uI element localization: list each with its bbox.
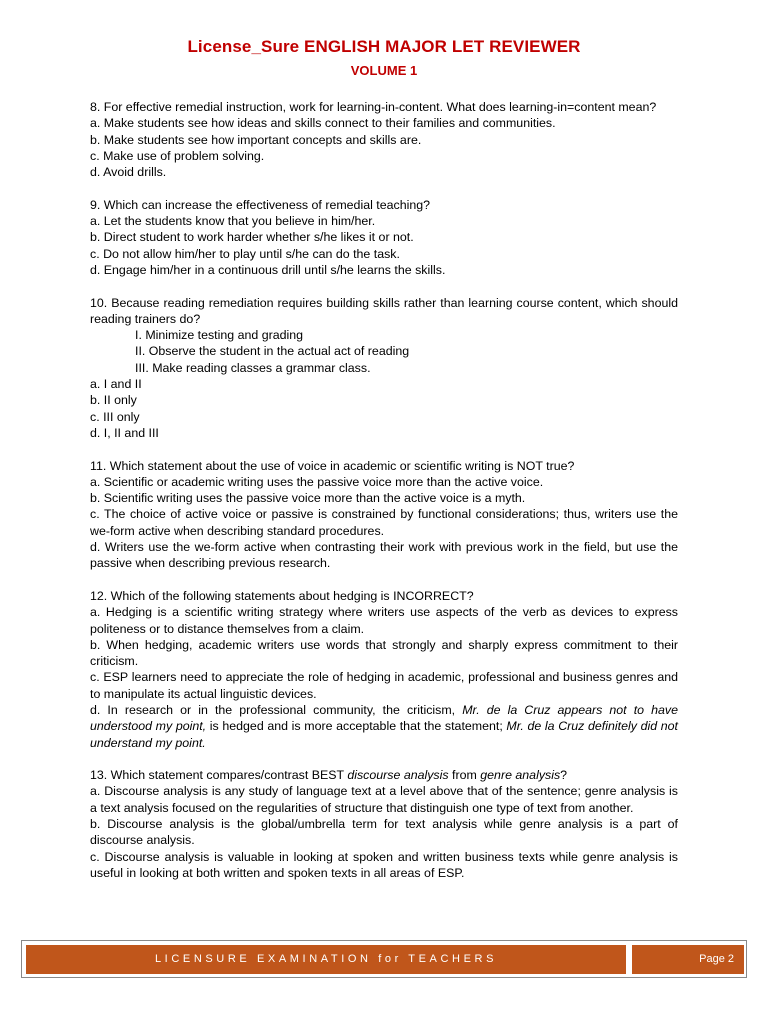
footer-label: LICENSURE EXAMINATION for TEACHERS [26, 945, 626, 974]
page-footer [21, 940, 747, 978]
choice-c: c. III only [90, 409, 140, 424]
choice-b: b. Make students see how important concepts and skills are. [90, 132, 422, 147]
choice-d-quote-2: Mr. de la Cruz definitely did not understand my point. [90, 719, 678, 750]
term-genre-analysis: genre analysis [480, 768, 561, 783]
question-text: 12. Which of the following statements about hedging is INCORRECT? [90, 588, 474, 603]
choice-a: a. I and II [90, 377, 142, 392]
question-text-part-1: 13. Which statement compares/contrast BEST [90, 768, 348, 783]
question-text: 11. Which statement about the use of voice in academic or scientific writing is NOT true? [90, 458, 575, 473]
term-discourse-analysis: discourse analysis [347, 768, 449, 783]
page-content [90, 99, 678, 898]
question-10 [90, 295, 678, 442]
question-text [90, 767, 678, 783]
document-subtitle: VOLUME 1 [350, 63, 418, 78]
choice-d-text: d. In research or in the professional community, the criticism, [90, 702, 463, 717]
question-9 [90, 197, 678, 278]
choice-a: a. Make students see how ideas and skills connect to their families and communities. [90, 116, 556, 131]
question-text-part-3: ? [560, 768, 568, 783]
question-11 [90, 458, 678, 572]
document-title: License_Sure ENGLISH MAJOR LET REVIEWER [187, 37, 581, 56]
question-8 [90, 99, 678, 180]
question-13 [90, 767, 678, 881]
choice-d: d. Avoid drills. [90, 165, 167, 180]
choice-b: b. Direct student to work harder whether s/he likes it or not. [90, 230, 414, 245]
choice-d: d. Writers use the we-form active when contrasting their work with previous work in the field, but use the passive when describing previous research. [90, 540, 678, 571]
choice-b: b. When hedging, academic writers use words that strongly and sharply express commitment to their criticism. [90, 637, 678, 669]
roman-item-iii: III. Make reading classes a grammar class. [135, 360, 371, 375]
roman-item-ii: II. Observe the student in the actual act of reading [135, 344, 410, 359]
choice-c: c. Do not allow him/her to play until s/he can do the task. [90, 246, 400, 261]
choice-c: c. ESP learners need to appreciate the role of hedging in academic, professional and business genres and to manipulate its actual linguistic devices. [90, 670, 678, 701]
question-text: 9. Which can increase the effectiveness of remedial teaching? [90, 197, 431, 212]
roman-item-i: I. Minimize testing and grading [135, 328, 304, 343]
choice-d-quote-1: Mr. de la Cruz appears not to have understood my point, [90, 702, 678, 734]
choice-d-text-2: is hedged and is more acceptable that the statement; [206, 719, 507, 734]
question-text-part-2: from [448, 768, 481, 783]
choice-b: b. Discourse analysis is the global/umbrella term for text analysis while genre analysis is a part of discourse analysis. [90, 817, 678, 848]
page-number: Page 2 [632, 945, 744, 974]
choice-a: a. Hedging is a scientific writing strategy where writers use aspects of the verb as devices to express politeness or to distance themselves from a claim. [90, 605, 678, 636]
choice-d: d. I, II and III [90, 425, 159, 440]
choice-b: b. Scientific writing uses the passive voice more than the active voice is a myth. [90, 491, 526, 506]
choice-b: b. II only [90, 393, 137, 408]
choice-d: d. Engage him/her in a continuous drill until s/he learns the skills. [90, 262, 446, 277]
question-text: 10. Because reading remediation requires building skills rather than learning course content, which should reading trainers do? [90, 295, 678, 326]
choice-c: c. Discourse analysis is valuable in looking at spoken and written business texts while genre analysis is useful in looking at both written and spoken texts in all areas of ESP. [90, 849, 678, 880]
choice-c: c. The choice of active voice or passive is constrained by functional considerations; thus, writers use the we-form active when describing standard procedures. [90, 507, 678, 538]
question-text: 8. For effective remedial instruction, work for learning-in-content. What does learning-in=content mean? [90, 100, 657, 114]
choice-d [90, 702, 678, 751]
choice-a: a. Let the students know that you believe in him/her. [90, 214, 376, 229]
question-12 [90, 588, 678, 751]
choice-a: a. Scientific or academic writing uses the passive voice more than the active voice. [90, 474, 544, 489]
choice-a: a. Discourse analysis is any study of language text at a level above that of the sentence; genre analysis is a text analysis focused on the regularities of structure that distinguish one type of text from another. [90, 784, 678, 815]
choice-c: c. Make use of problem solving. [90, 148, 265, 163]
